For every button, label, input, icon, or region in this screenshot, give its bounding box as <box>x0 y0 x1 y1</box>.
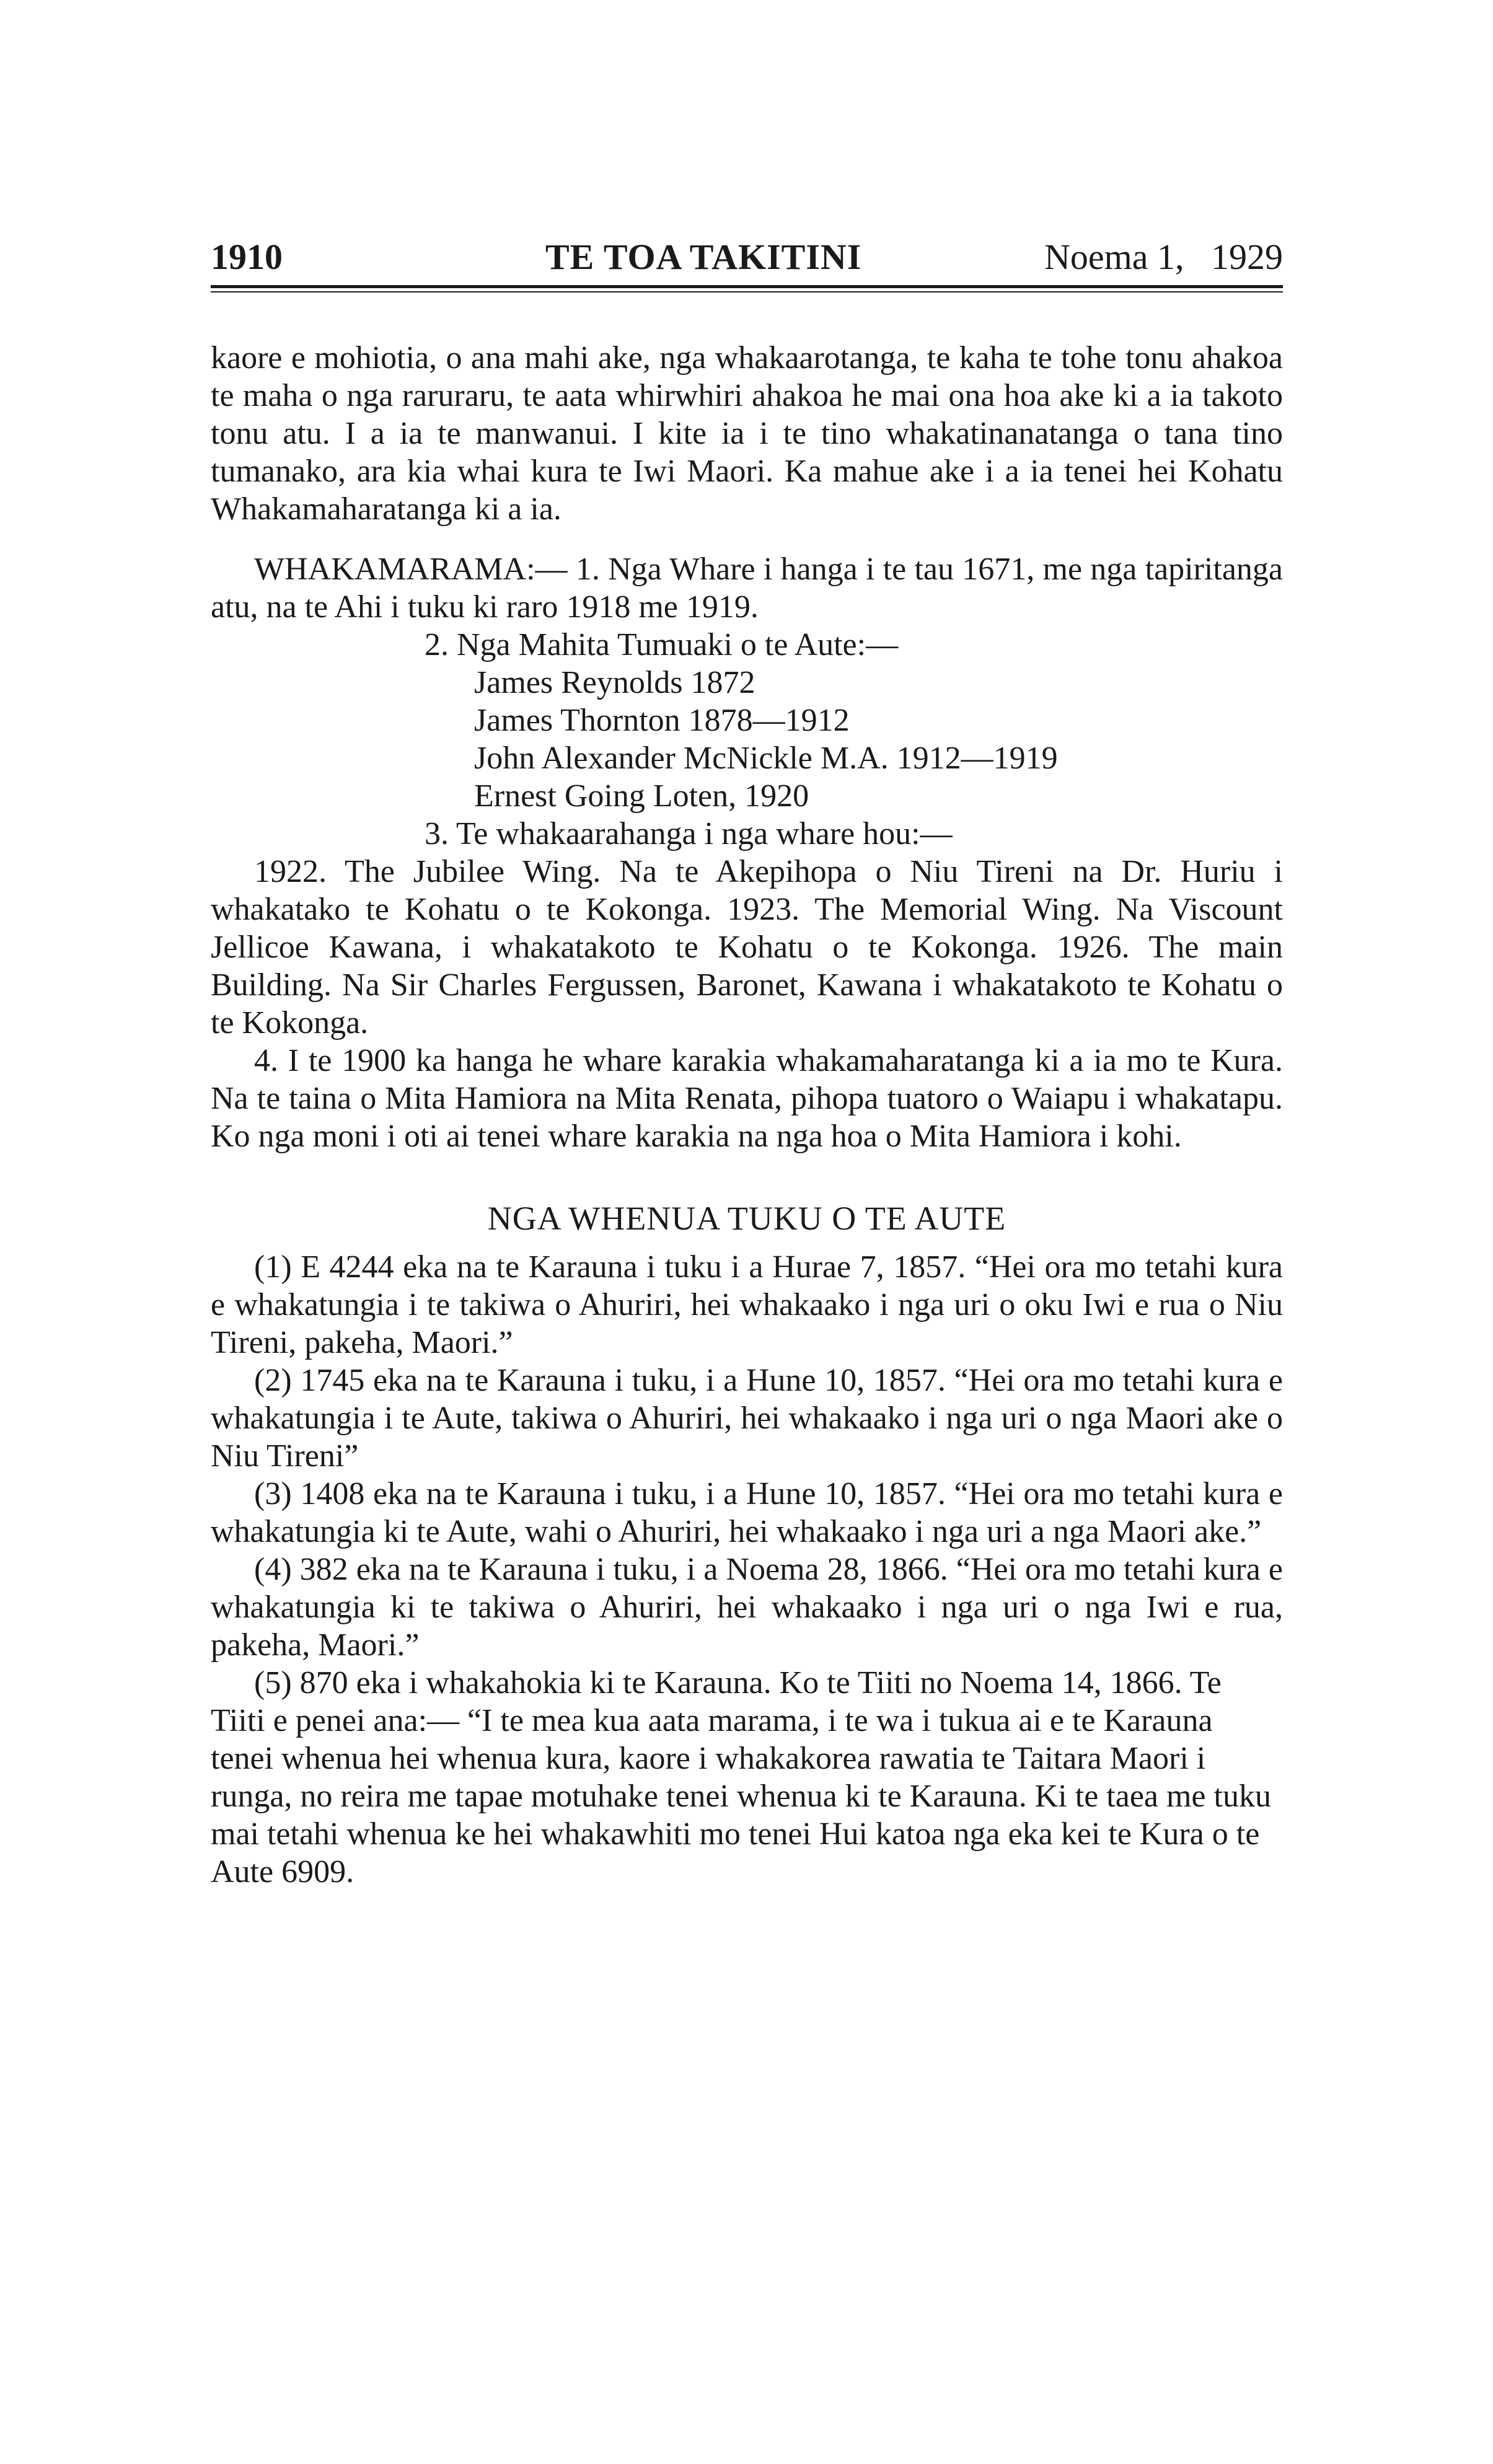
land-grant-entry: (1) E 4244 eka na te Karauna i tuku i a Hurae 7, 1857. “Hei ora mo tetahi kura e whakatungia i te takiwa o Ahuriri, hei whakaako i nga uri o oku Iwi e rua o Niu Tireni, pakeha, Maori.” <box>211 1249 1283 1360</box>
page-header <box>211 235 1283 279</box>
land-grant-entry: (2) 1745 eka na te Karauna i tuku, i a Hune 10, 1857. “Hei ora mo tetahi kura e whakatungia i te Aute, takiwa o Ahuriri, hei whakaako i nga uri o nga Maori ake o Niu Tireni” <box>211 1363 1283 1474</box>
headmaster-entry: James Thornton 1878—1912 <box>474 703 850 738</box>
explanation-item-2-heading: 2. Nga Mahita Tumuaki o te Aute:— <box>425 627 899 662</box>
publication-title: TE TOA TAKITINI <box>545 237 862 277</box>
explanation-item-1: WHAKAMARAMA:— 1. Nga Whare i hanga i te tau 1671, me nga tapiritanga atu, na te Ahi i tuku ki raro 1918 me 1919. <box>211 552 1283 625</box>
document-page <box>211 235 1283 1891</box>
page-number: 1910 <box>211 237 283 277</box>
land-grant-entry: (3) 1408 eka na te Karauna i tuku, i a Hune 10, 1857. “Hei ora mo tetahi kura e whakatungia ki te Aute, wahi o Ahuriri, hei whakaako i nga uri a nga Maori ake.” <box>211 1476 1283 1549</box>
article-body <box>211 339 1283 1891</box>
explanation-item-3-body: 1922. The Jubilee Wing. Na te Akepihopa o Niu Tireni na Dr. Huriu i whakatako te Kohatu o te Kokonga. 1923. The Memorial Wing. Na Viscount Jellicoe Kawana, i whakatakoto te Kohatu o te Kokonga. 1926. The main Building. Na Sir Charles Fergussen, Baronet, Kawana i whakatakoto te Kohatu o te Kokonga. <box>211 854 1283 1041</box>
explanation-item-4: 4. I te 1900 ka hanga he whare karakia whakamaharatanga ki a ia mo te Kura. Na te taina o Mita Hamiora na Mita Renata, pihopa tuatoro o Waiapu i whakatapu. Ko nga moni i oti ai tenei whare karakia na nga hoa o Mita Hamiora i kohi. <box>211 1043 1283 1154</box>
header-rule-thin <box>211 291 1283 293</box>
land-grant-entry: (5) 870 eka i whakahokia ki te Karauna. Ko te Tiiti no Noema 14, 1866. Te Tiiti e penei ana:— “I te mea kua aata marama, i te wa i tukua ai e te Karauna tenei whenua hei whenua kura, kaore i whakakorea rawatia te Taitara Maori i runga, no reira me tapae motuhake tenei whenua ki te Karauna. Ki te taea me tuku mai tetahi whenua ke hei whakawhiti mo tenei Hui katoa nga eka kei te Kura o te Aute 6909. <box>211 1665 1271 1890</box>
explanation-item-3-heading: 3. Te whakaarahanga i nga whare hou:— <box>425 816 953 851</box>
header-rule-thick <box>211 285 1283 288</box>
headmaster-entry: John Alexander McNickle M.A. 1912—1919 <box>474 741 1058 776</box>
headmaster-entry: Ernest Going Loten, 1920 <box>474 778 809 814</box>
intro-paragraph: kaore e mohiotia, o ana mahi ake, nga whakaarotanga, te kaha te tohe tonu ahakoa te maha o nga raruraru, te aata whirwhiri ahakoa he mai ona hoa ake ki a ia takoto tonu atu. I a ia te manwanui. I kite ia i te tino whakatinanatanga o tana tino tumanako, ara kia whai kura te Iwi Maori. Ka mahue ake i a ia tenei hei Kohatu Whakamaharatanga ki a ia. <box>211 340 1283 527</box>
headmaster-entry: James Reynolds 1872 <box>474 665 755 700</box>
land-grant-entry: (4) 382 eka na te Karauna i tuku, i a Noema 28, 1866. “Hei ora mo tetahi kura e whakatungia ki te takiwa o Ahuriri, hei whakaako i nga uri o nga Iwi e rua, pakeha, Maori.” <box>211 1552 1283 1663</box>
issue-date: Noema 1, 1929 <box>1044 237 1283 277</box>
section-title: NGA WHENUA TUKU O TE AUTE <box>487 1200 1006 1237</box>
